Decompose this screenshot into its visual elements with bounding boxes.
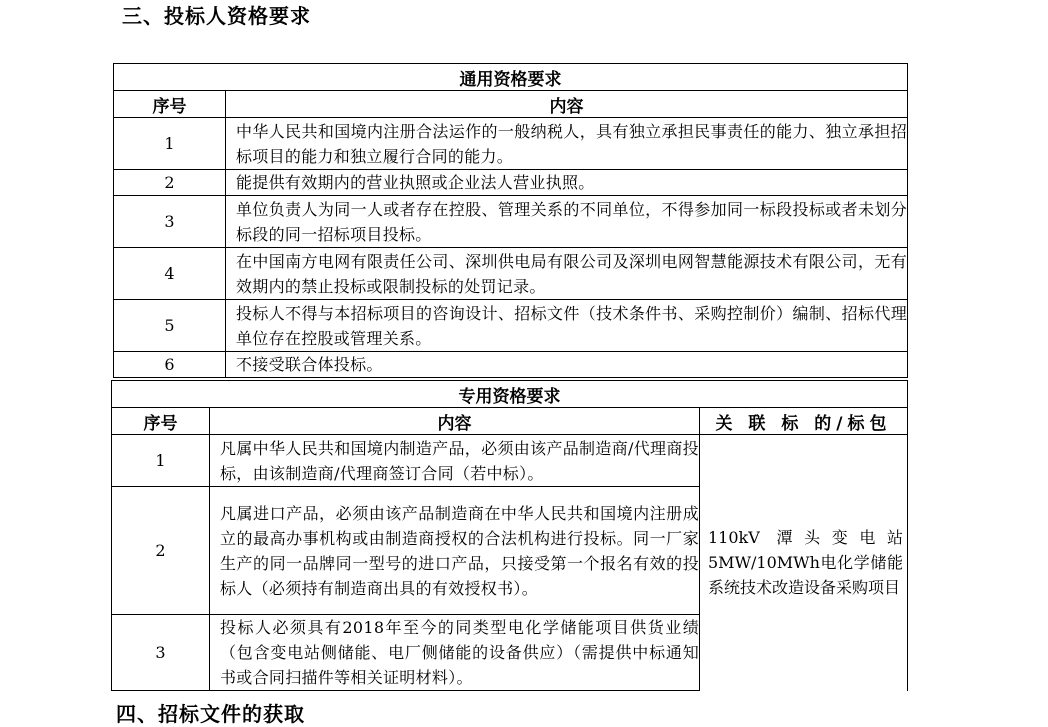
row-number: 5 <box>114 300 226 352</box>
general-col-content-header: 内容 <box>226 91 908 118</box>
row-content: 不接受联合体投标。 <box>226 352 908 378</box>
special-col-no-header: 序号 <box>112 408 210 435</box>
row-content: 单位负责人为同一人或者存在控股、管理关系的不同单位，不得参加同一标段投标或者未划分标段的同一招标项目投标。 <box>226 196 908 248</box>
general-requirements-table <box>113 63 908 378</box>
row-content: 中华人民共和国境内注册合法运作的一般纳税人，具有独立承担民事责任的能力、独立承担招标项目的能力和独立履行合同的能力。 <box>226 118 908 170</box>
table-row <box>114 300 908 352</box>
row-content: 能提供有效期内的营业执照或企业法人营业执照。 <box>226 170 908 196</box>
special-requirements-table <box>111 380 908 691</box>
related-package-cell: 110kV 潭头变电站5MW/10MWh电化学储能系统技术改造设备采购项目 <box>700 435 908 691</box>
row-number: 2 <box>112 487 210 615</box>
table-row <box>114 170 908 196</box>
row-content: 凡属进口产品，必须由该产品制造商在中华人民共和国境内注册成立的最高办事机构或由制造商授权的合法机构进行投标。同一厂家生产的同一品牌同一型号的进口产品，只接受第一个报名有效的投标人（必须持有制造商出具的有效授权书）。 <box>210 487 700 615</box>
row-number: 6 <box>114 352 226 378</box>
row-number: 1 <box>112 435 210 487</box>
row-number: 3 <box>112 615 210 691</box>
row-content: 投标人不得与本招标项目的咨询设计、招标文件（技术条件书、采购控制价）编制、招标代理单位存在控股或管理关系。 <box>226 300 908 352</box>
next-section-title: 四、招标文件的获取 <box>116 702 305 726</box>
row-content: 凡属中华人民共和国境内制造产品，必须由该产品制造商/代理商投标，由该制造商/代理商签订合同（若中标）。 <box>210 435 700 487</box>
row-number: 3 <box>114 196 226 248</box>
table-row <box>112 435 908 487</box>
row-number: 2 <box>114 170 226 196</box>
section-title: 三、投标人资格要求 <box>122 4 311 28</box>
special-table-caption: 专用资格要求 <box>112 381 908 408</box>
row-number: 4 <box>114 248 226 300</box>
table-row <box>114 118 908 170</box>
table-row <box>114 248 908 300</box>
general-col-no-header: 序号 <box>114 91 226 118</box>
general-table-caption: 通用资格要求 <box>114 64 908 91</box>
row-number: 1 <box>114 118 226 170</box>
row-content: 在中国南方电网有限责任公司、深圳供电局有限公司及深圳电网智慧能源技术有限公司，无有效期内的禁止投标或限制投标的处罚记录。 <box>226 248 908 300</box>
special-col-related-header: 关 联 标 的/标包 <box>700 408 908 435</box>
special-col-content-header: 内容 <box>210 408 700 435</box>
row-content: 投标人必须具有2018年至今的同类型电化学储能项目供货业绩（包含变电站侧储能、电厂侧储能的设备供应）（需提供中标通知书或合同扫描件等相关证明材料）。 <box>210 615 700 691</box>
table-row <box>114 352 908 378</box>
table-row <box>114 196 908 248</box>
